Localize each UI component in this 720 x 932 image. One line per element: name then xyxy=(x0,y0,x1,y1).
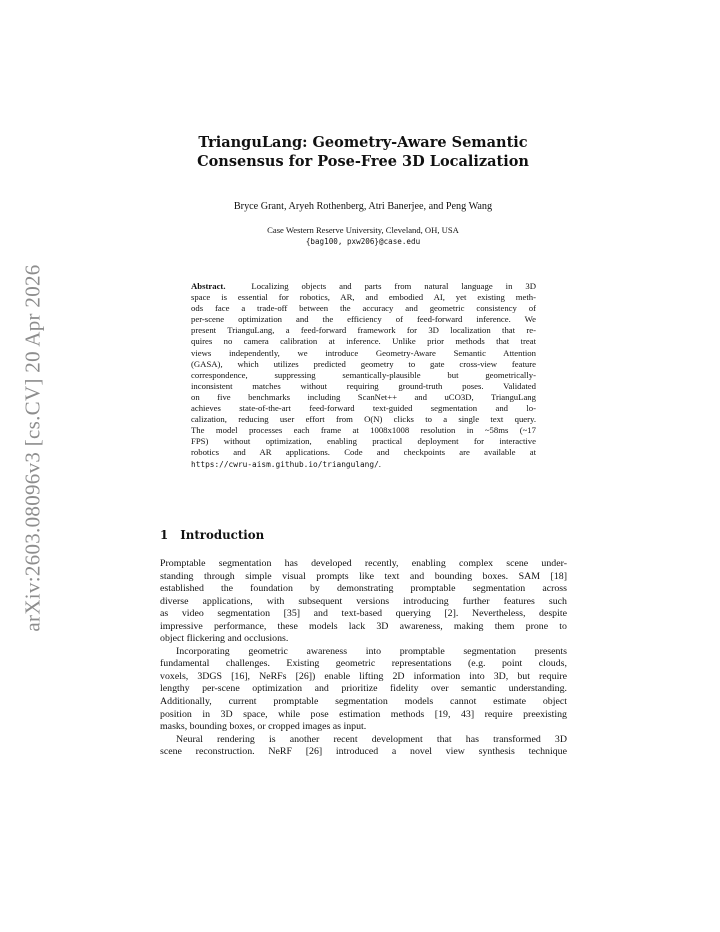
section-heading-introduction xyxy=(160,528,264,542)
body-text-line: as video segmentation [35] and text-based querying [2]. Nevertheless, despite xyxy=(160,608,567,620)
body-text-line: Incorporating geometric awareness into promptable segmentation presents xyxy=(176,645,567,657)
body-text-line: established the foundation by demonstrating promptable segmentation across xyxy=(160,583,567,595)
project-url-link[interactable]: https://cwru-aism.github.io/triangulang/ xyxy=(191,459,379,469)
abstract-line: on five benchmarks including ScanNet++ and uCO3D, TrianguLang xyxy=(191,391,536,402)
abstract-line: correspondence, suppressing semantically-plausible but geometrically- xyxy=(191,369,536,380)
body-text-line: Promptable segmentation has developed recently, enabling complex scene under- xyxy=(160,558,567,569)
abstract xyxy=(191,281,536,470)
affiliation-block xyxy=(150,225,576,247)
body-text-line: scene reconstruction. NeRF [26] introduced a novel view synthesis technique xyxy=(160,746,567,758)
section-title: Introduction xyxy=(180,528,265,542)
abstract-line xyxy=(191,281,536,292)
author-list: Bryce Grant, Aryeh Rothenberg, Atri Banerjee, and Peng Wang xyxy=(233,201,493,212)
abstract-line xyxy=(191,459,536,470)
body-text-line: lengthy per-scene optimization and prioritize fidelity over semantic understanding. xyxy=(160,683,567,695)
paper-title xyxy=(150,133,576,171)
section-number: 1 xyxy=(160,528,169,542)
arxiv-identifier-stamp: arXiv:2603.08096v3 [cs.CV] 20 Apr 2026 xyxy=(20,264,45,632)
abstract-line: quires no camera calibration at inference. Unlike prior methods that treat xyxy=(191,336,536,347)
affiliation: Case Western Reserve University, Cleveland, OH, USA xyxy=(267,225,459,235)
abstract-line: present TrianguLang, a feed-forward framework for 3D localization that re- xyxy=(191,325,536,336)
title-line: TrianguLang: Geometry-Aware Semantic xyxy=(198,134,528,151)
abstract-line: calization, reducing user effort from O(N) clicks to a single text query. xyxy=(191,414,536,425)
body-text-line: diverse applications, with subsequent versions introducing further features such xyxy=(160,595,567,607)
body-text-line: position in 3D space, while pose estimation methods [19, 43] require preexisting xyxy=(160,708,567,720)
body-text-line: Additionally, current promptable segmentation models cannot estimate object xyxy=(160,696,567,708)
body-text-line: object flickering and occlusions. xyxy=(160,633,289,645)
abstract-line: inconsistent matches without requiring ground-truth poses. Validated xyxy=(191,380,536,391)
abstract-line: FPS) without optimization, enabling practical deployment for interactive xyxy=(191,436,536,447)
body-text-line: standing through simple visual prompts like text and bounding boxes. SAM [18] xyxy=(160,570,567,582)
body-text-line: fundamental challenges. Existing geometric representations (e.g. point clouds, xyxy=(160,658,567,670)
abstract-label: Abstract. xyxy=(191,281,226,291)
author-emails: {bag100, pxw206}@case.edu xyxy=(305,237,421,246)
body-text-line: Neural rendering is another recent development that has transformed 3D xyxy=(176,733,567,745)
abstract-text: . xyxy=(378,458,381,469)
abstract-line: per-scene optimization and the efficiency of feed-forward inference. We xyxy=(191,314,536,325)
body-text-line: impressive performance, these models lack 3D awareness, making them prone to xyxy=(160,620,567,632)
abstract-line: The model processes each frame at 1008x1008 resolution in ~58ms (~17 xyxy=(191,425,536,436)
abstract-line: ods face a trade-off between the accuracy and geometric consistency of xyxy=(191,303,536,314)
abstract-line: (GASA), which utilizes predicted geometry to gate cross-view feature xyxy=(191,358,536,369)
abstract-text: Localizing objects and parts from natural language in 3D xyxy=(251,281,536,291)
body-text-line: masks, bounding boxes, or cropped images as input. xyxy=(160,721,367,733)
introduction-body xyxy=(160,558,567,759)
abstract-line: views independently, we introduce Geometry-Aware Semantic Attention xyxy=(191,347,536,358)
title-line: Consensus for Pose-Free 3D Localization xyxy=(197,153,529,170)
abstract-line: achieves state-of-the-art feed-forward text-guided segmentation and lo- xyxy=(191,403,536,414)
abstract-line: robotics and AR applications. Code and checkpoints are available at xyxy=(191,447,536,458)
abstract-line: space is essential for robotics, AR, and embodied AI, yet existing meth- xyxy=(191,292,536,303)
body-text-line: voxels, 3DGS [16], NeRFs [26]) enable lifting 2D information into 3D, but require xyxy=(160,670,567,682)
